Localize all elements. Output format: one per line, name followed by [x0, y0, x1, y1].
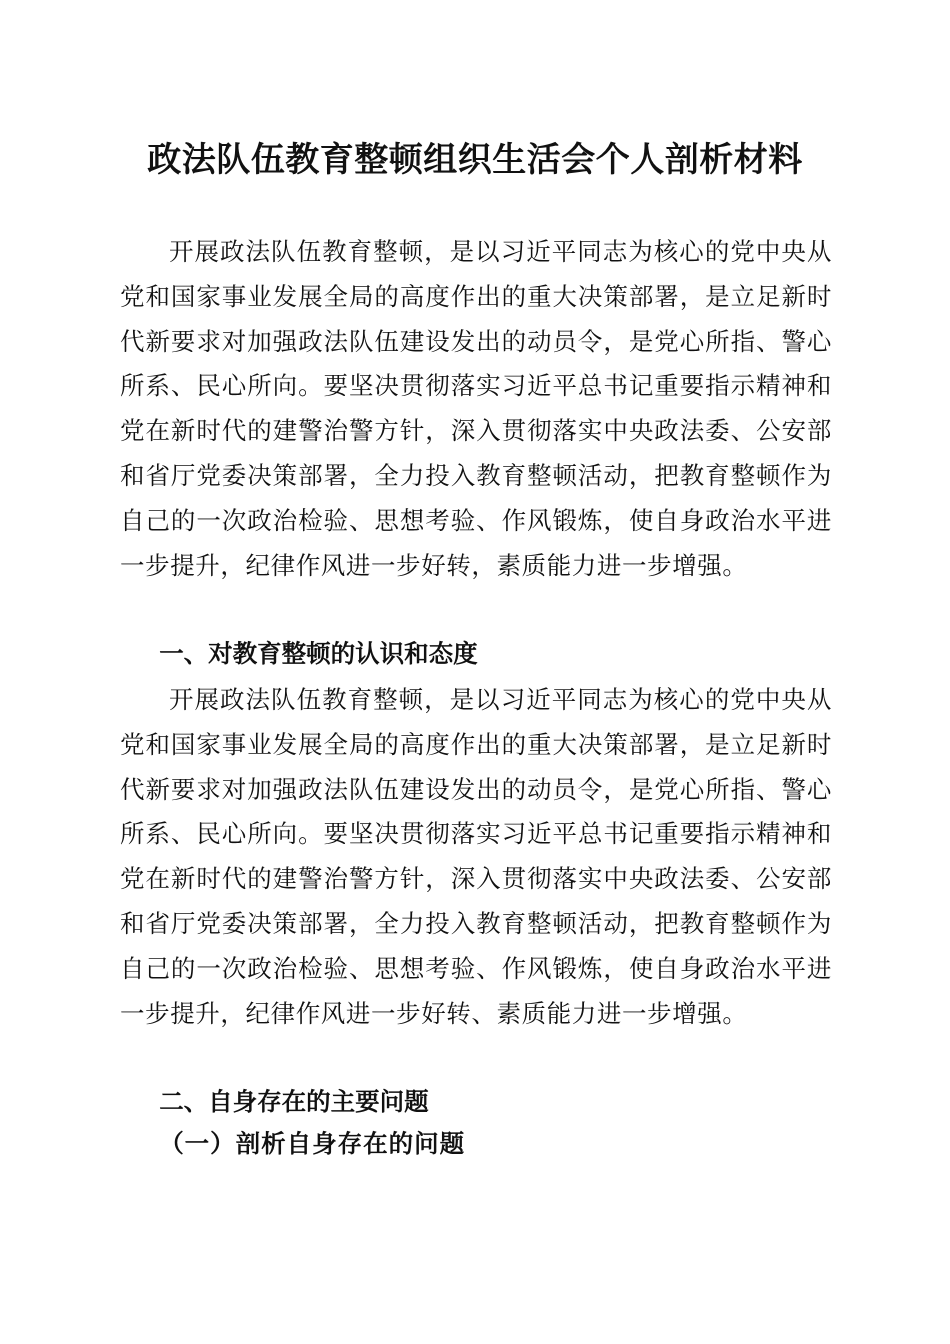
section-heading-2: 二、自身存在的主要问题	[159, 1087, 429, 1116]
section-heading-1: 一、对教育整顿的认识和态度	[159, 639, 478, 668]
document-title: 政法队伍教育整顿组织生活会个人剖析材料	[147, 140, 803, 180]
intro-paragraph: 开展政法队伍教育整顿，是以习近平同志为核心的党中央从党和国家事业发展全局的高度作出的重大决策部署，是立足新时代新要求对加强政法队伍建设发出的动员令，是党心所指、警心所系、民心所向。要坚决贯彻落实习近平总书记重要指示精神和党在新时代的建警治警方针，深入贯彻落实中央政法委、公安部和省厅党委决策部署，全力投入教育整顿活动，把教育整顿作为自己的一次政治检验、思想考验、作风锻炼，使自身政治水平进一步提升，纪律作风进一步好转，素质能力进一步增强。	[120, 237, 832, 580]
subsection-heading-1: （一）剖析自身存在的问题	[159, 1129, 466, 1158]
section-1-paragraph: 开展政法队伍教育整顿，是以习近平同志为核心的党中央从党和国家事业发展全局的高度作出的重大决策部署，是立足新时代新要求对加强政法队伍建设发出的动员令，是党心所指、警心所系、民心所向。要坚决贯彻落实习近平总书记重要指示精神和党在新时代的建警治警方针，深入贯彻落实中央政法委、公安部和省厅党委决策部署，全力投入教育整顿活动，把教育整顿作为自己的一次政治检验、思想考验、作风锻炼，使自身政治水平进一步提升，纪律作风进一步好转、素质能力进一步增强。	[120, 685, 832, 1028]
